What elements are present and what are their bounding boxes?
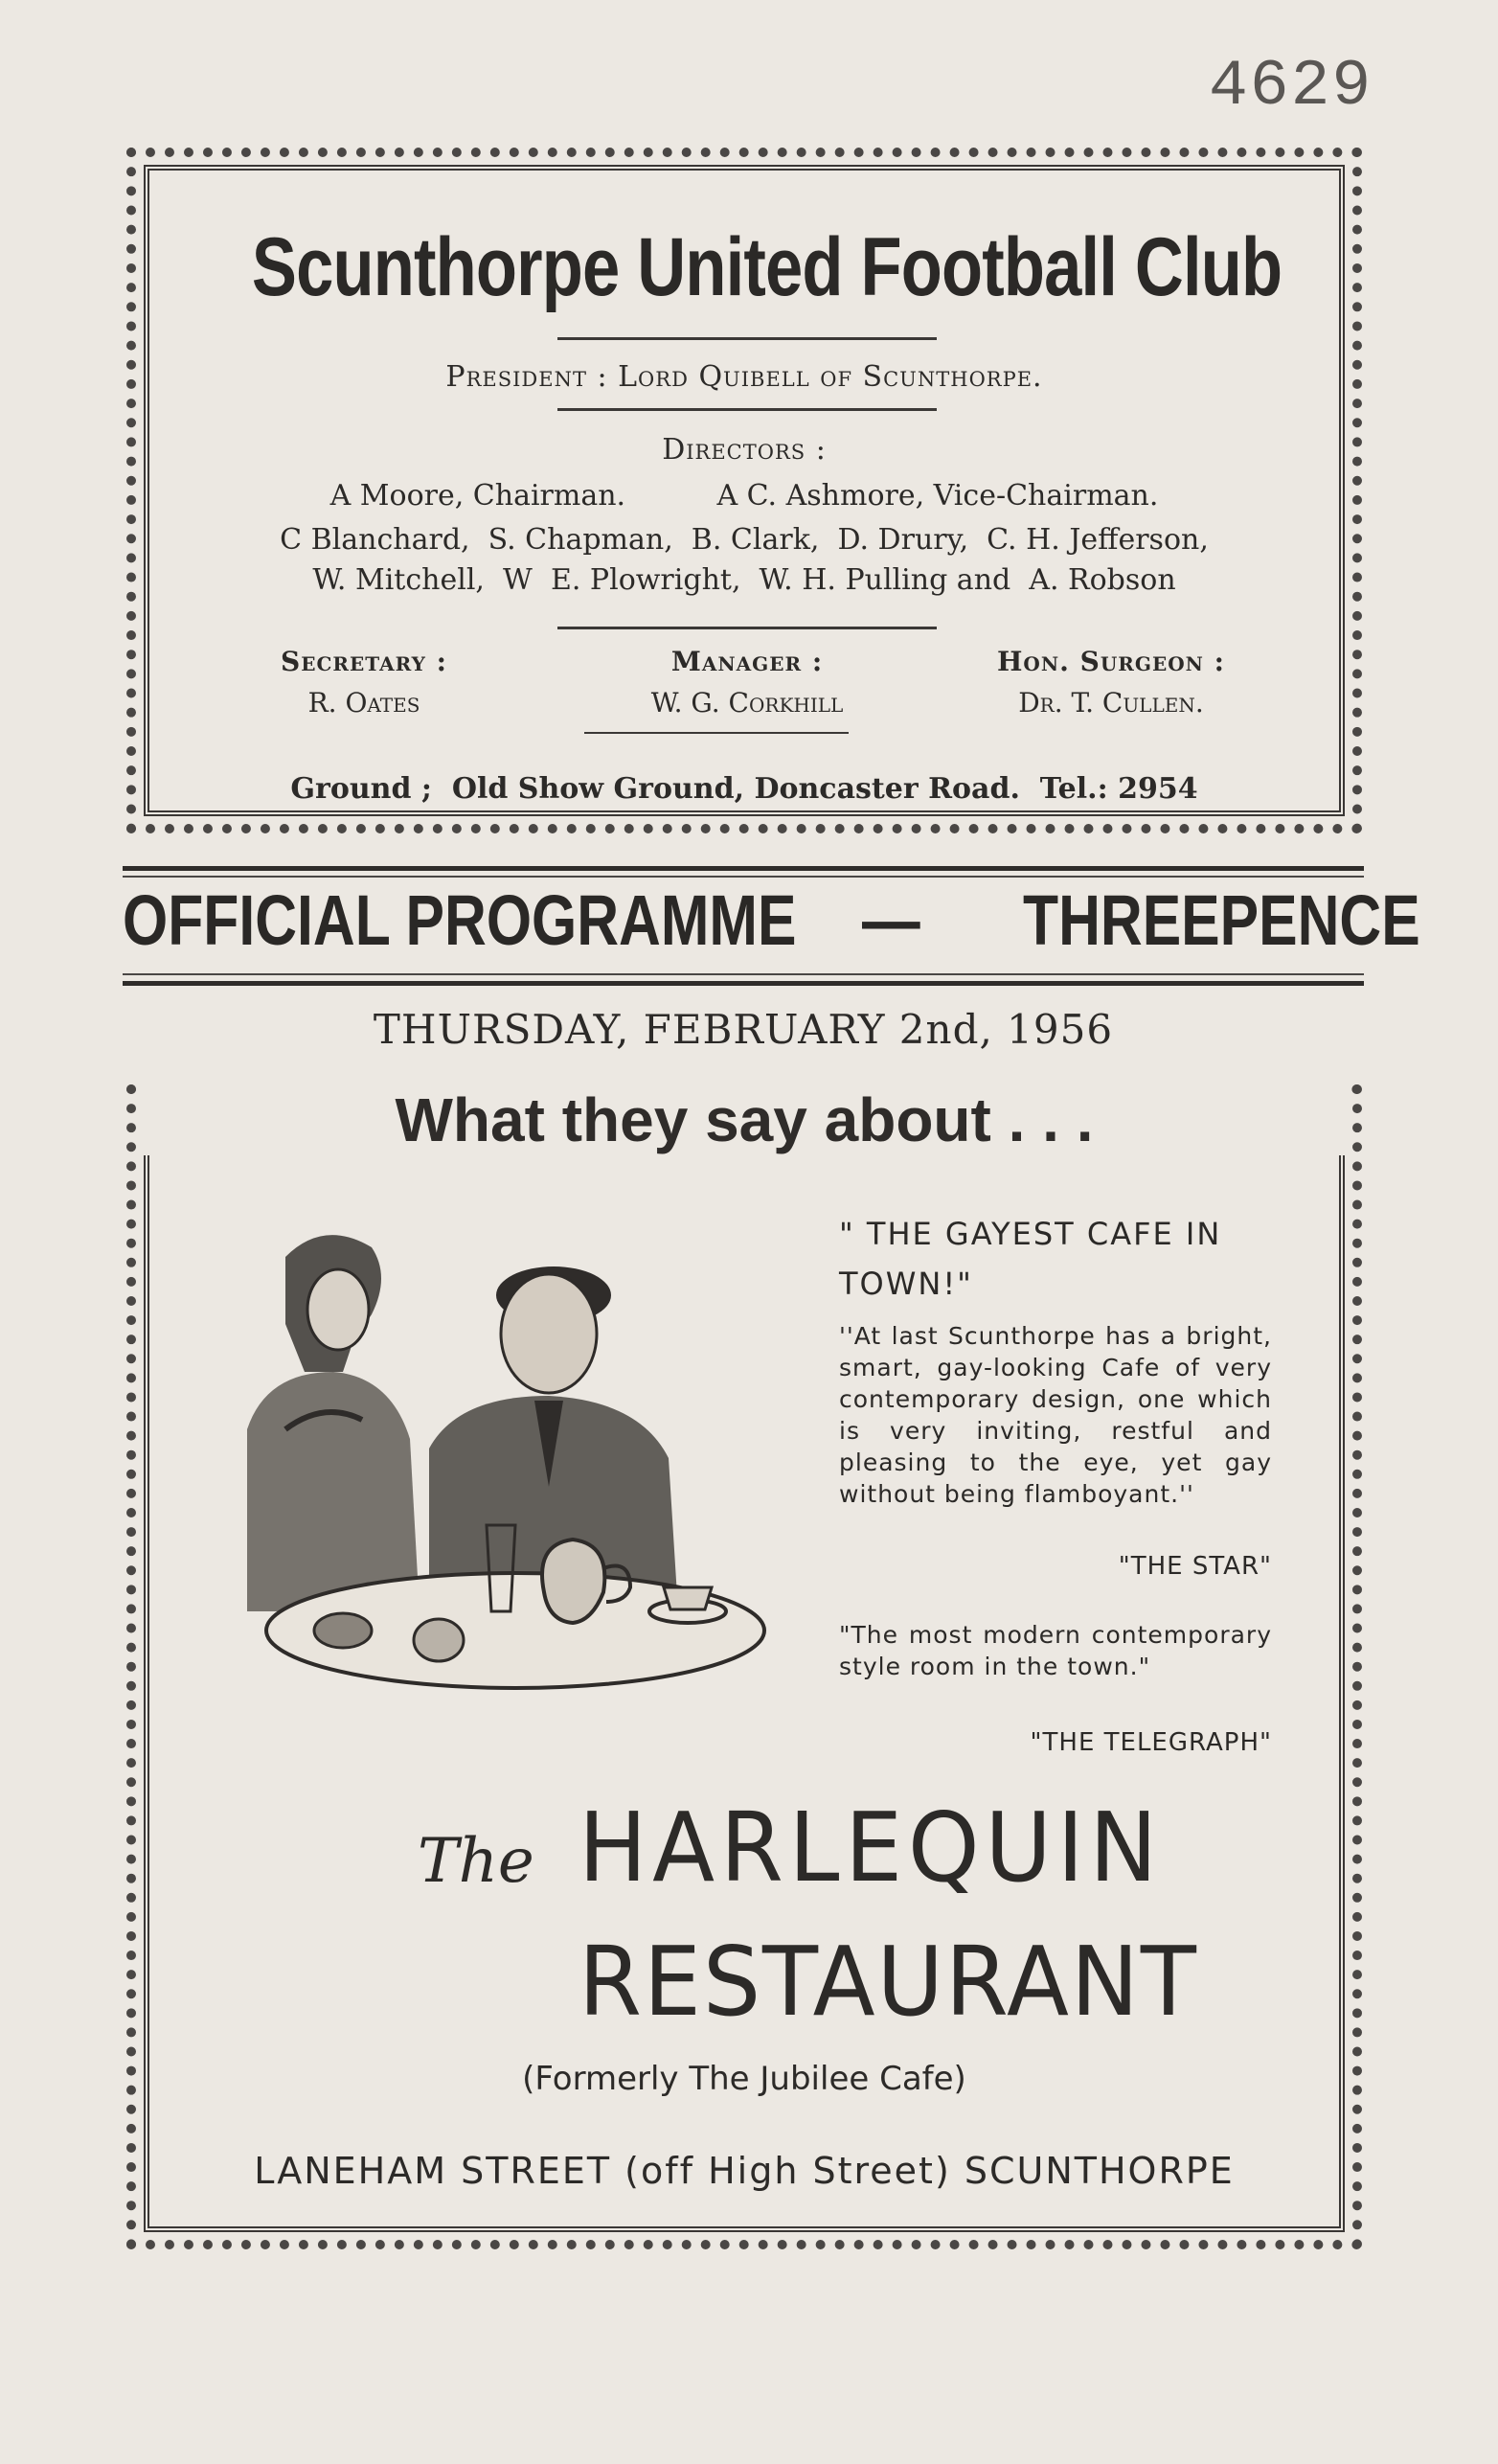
officer-role: Hon. Surgeon :: [996, 646, 1226, 677]
star-quote: ''At last Scunthorpe has a bright, smart, gay-looking Cafe of very contemporary design, one which is very inviting, restful and pleasing to the eye, yet gay without being flamboyant.'': [839, 1322, 1272, 1508]
restaurant-name-line1: HARLEQUIN: [579, 1791, 1164, 1904]
directors-row: A Moore, Chairman. A C. Ashmore, Vice-Chairman.: [329, 479, 1159, 513]
page-number: 4629: [1209, 50, 1373, 124]
band-rule-bottom-thin: [123, 973, 1364, 975]
advert-headline: " THE GAYEST CAFE IN TOWN!": [839, 1216, 1222, 1302]
band-rule-top-thin: [123, 876, 1364, 878]
directors-row: W. Mitchell, W E. Plowright, W. H. Pulling and A. Robson: [312, 563, 1176, 597]
club-title: Scunthorpe United Football Club: [251, 221, 1282, 313]
directors-heading: Directors :: [662, 433, 827, 467]
officer-name: R. Oates: [307, 687, 420, 719]
telegraph-source: "THE TELEGRAPH": [1030, 1728, 1272, 1757]
programme-label: OFFICIAL PROGRAMME: [123, 880, 797, 960]
officer-manager: [584, 646, 910, 719]
programme-band: [123, 879, 1420, 966]
divider: [557, 408, 937, 411]
match-date: THURSDAY, FEBRUARY 2nd, 1956: [373, 1006, 1114, 1053]
couple-dining-illustration: [228, 1209, 803, 1726]
divider: [557, 627, 937, 629]
programme-dash: —: [862, 880, 920, 960]
advert-heading: [144, 1084, 1345, 1155]
telegraph-quote: "The most modern contemporary style room in the town.": [839, 1621, 1272, 1680]
officer-surgeon: [967, 646, 1255, 719]
officer-name: W. G. Corkhill: [650, 687, 844, 719]
divider: [584, 732, 849, 734]
officer-secretary: [230, 646, 498, 719]
advert-heading-text: What they say about . . .: [376, 1085, 1113, 1154]
divider: [557, 337, 937, 340]
band-rule-top: [123, 866, 1364, 871]
programme-price: THREEPENCE: [1023, 880, 1420, 960]
restaurant-the: The: [418, 1826, 534, 1897]
officer-name: Dr. T. Cullen.: [1018, 687, 1204, 719]
officer-role: Manager :: [670, 646, 824, 677]
star-source: "THE STAR": [1118, 1552, 1272, 1581]
formerly-note: (Formerly The Jubilee Cafe): [522, 2060, 966, 2098]
ground-line: Ground ; Old Show Ground, Doncaster Road. Tel.: 2954: [290, 772, 1198, 806]
restaurant-name-line2: RESTAURANT: [579, 1926, 1198, 2038]
president-line: President : Lord Quibell of Scunthorpe.: [445, 360, 1043, 394]
directors-row: C Blanchard, S. Chapman, B. Clark, D. Drury, C. H. Jefferson,: [280, 523, 1209, 557]
restaurant-address: LANEHAM STREET (off High Street) SCUNTHORPE: [254, 2150, 1235, 2192]
officer-role: Secretary :: [281, 646, 447, 677]
band-rule-bottom: [123, 981, 1364, 986]
